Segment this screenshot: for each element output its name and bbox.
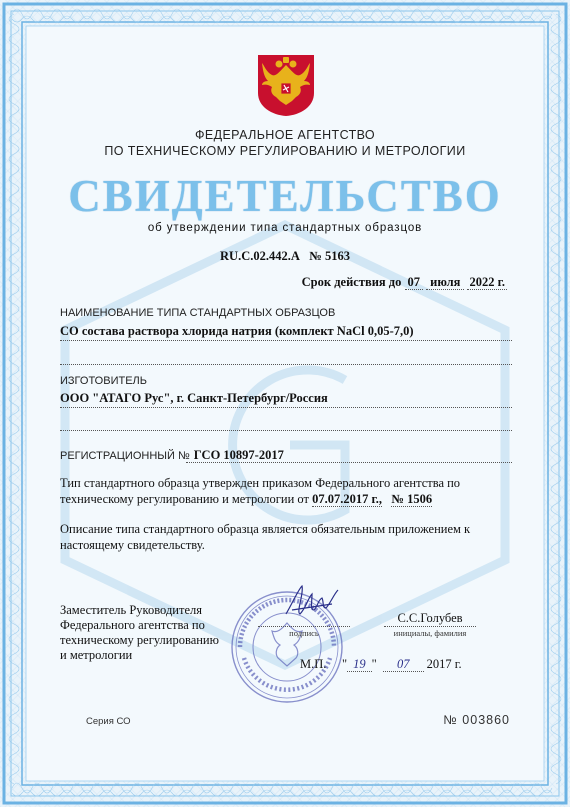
agency-line-1: ФЕДЕРАЛЬНОЕ АГЕНТСТВО: [194, 128, 376, 142]
validity-day: 07: [405, 275, 424, 290]
name-caption: инициалы, фамилия: [393, 628, 467, 638]
type-name-underline: [60, 340, 512, 341]
signature-line: [258, 626, 350, 627]
registry-label: РЕГИСТРАЦИОННЫЙ №: [60, 450, 190, 462]
sign-day: 19: [347, 657, 372, 672]
signatory-block: [60, 603, 219, 663]
type-name-value: СО состава раствора хлорида натрия (комплект NaCl 0,05-7,0): [60, 324, 414, 338]
type-name-label: НАИМЕНОВАНИЕ ТИПА СТАНДАРТНЫХ ОБРАЗЦОВ: [60, 307, 336, 319]
manufacturer-underline: [60, 407, 512, 408]
description-paragraph: [60, 522, 512, 553]
approval-date: 07.07.2017 г.,: [312, 491, 383, 506]
document-title: СВИДЕТЕЛЬСТВО: [68, 171, 502, 221]
description-line-1: Описание типа стандартного образца является обязательным приложением к: [60, 522, 471, 536]
manufacturer-value: ООО "АТАГО Рус", г. Санкт-Петербург/Россия: [60, 391, 328, 405]
signatory-line-1: Заместитель Руководителя: [60, 603, 202, 617]
document-subtitle: об утверждении типа стандартных образцов: [147, 222, 423, 234]
sign-month: 07: [383, 657, 424, 672]
name-line: [384, 626, 476, 627]
manufacturer-label: ИЗГОТОВИТЕЛЬ: [60, 375, 147, 387]
approval-order: № 1506: [391, 491, 433, 506]
signature-icon: [282, 580, 342, 622]
registry-value: ГСО 10897-2017: [193, 448, 284, 462]
validity-year: 2022 г.: [469, 275, 505, 289]
approval-paragraph: [60, 476, 512, 507]
registration-code: RU.C.02.442.A: [220, 249, 300, 263]
type-name-blank-line: [60, 364, 512, 365]
validity-month: июля: [426, 275, 464, 290]
registration-number: № 5163: [309, 249, 350, 263]
validity-line: [302, 275, 507, 290]
signatory-line-2: Федерального агентства по: [60, 618, 205, 632]
signature-caption: подпись: [289, 628, 319, 638]
registration-line: [0, 249, 570, 264]
sign-year: 2017 г.: [426, 657, 462, 671]
approval-text-2: техническому регулированию и метрологии от: [60, 491, 309, 506]
signatory-line-3: техническому регулированию: [60, 633, 219, 647]
coat-of-arms-icon: [254, 53, 318, 117]
signatory-name: С.С.Голубев: [397, 611, 463, 625]
description-line-2: настоящему свидетельству.: [60, 537, 205, 552]
validity-label: Срок действия до: [301, 275, 402, 289]
form-number: № 003860: [443, 713, 510, 727]
manufacturer-blank-line: [60, 430, 512, 431]
registry-underline: [186, 462, 512, 463]
mp-label: М.П.: [300, 657, 327, 671]
stamp-date-line: М.П. " 19 " 07 2017 г.: [300, 657, 462, 671]
approval-text-1: Тип стандартного образца утвержден приказом Федерального агентства по: [60, 476, 461, 490]
series-label: Серия СО: [86, 716, 131, 727]
approval-text-2-line: [60, 492, 512, 508]
agency-line-2: ПО ТЕХНИЧЕСКОМУ РЕГУЛИРОВАНИЮ И МЕТРОЛОГИИ: [104, 144, 466, 158]
signatory-line-4: и метрологии: [60, 648, 133, 662]
